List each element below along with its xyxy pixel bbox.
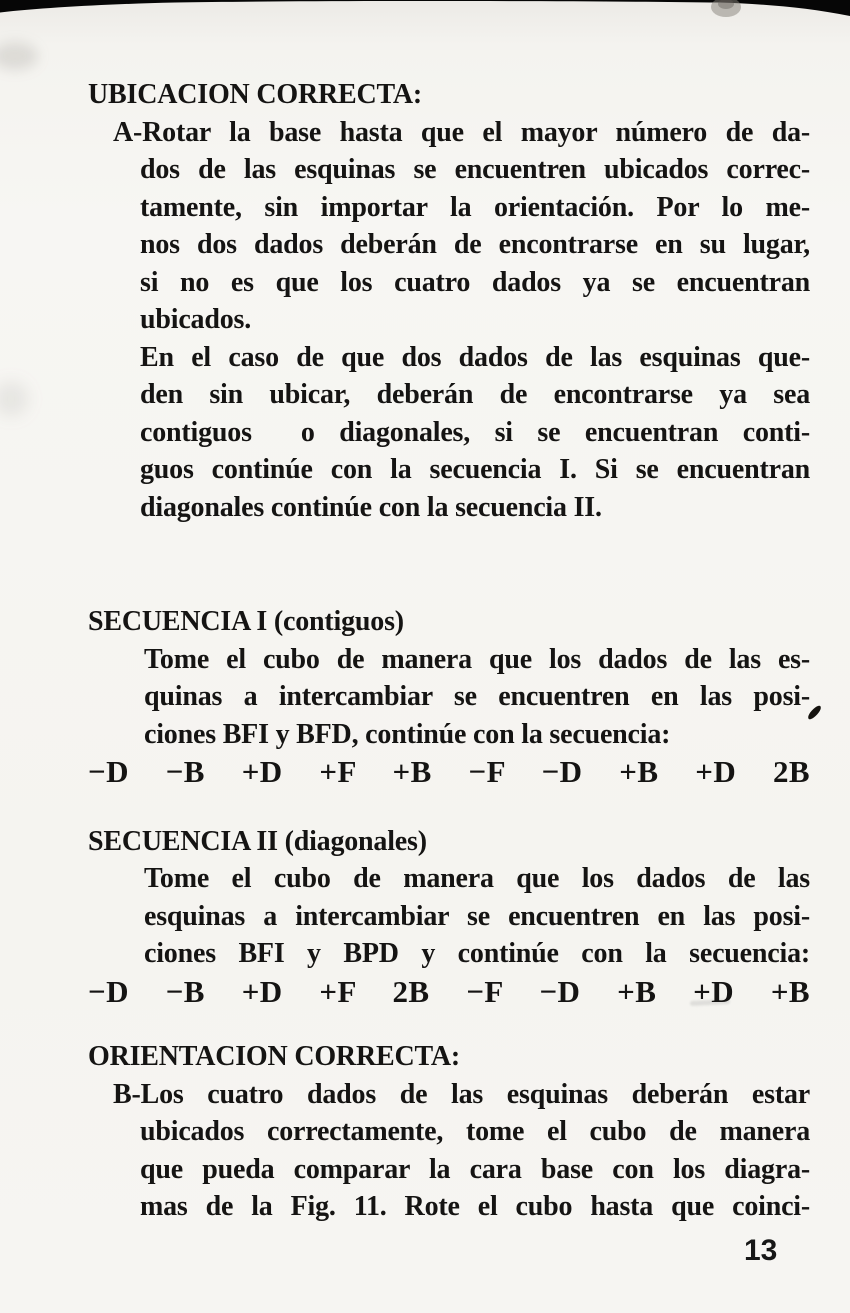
body-line: que pueda comparar la cara base con los diagra- — [140, 1153, 810, 1185]
body-line: tamente, sin importar la orientación. Por lo me- — [140, 191, 810, 223]
move-sequence-1: −D −B +D +F +B −F −D +B +D 2B — [88, 754, 810, 789]
body-line: ciones BFI y BPD y continúe con la secuencia: — [144, 938, 810, 969]
section-heading-ubicacion: UBICACION CORRECTA: — [88, 79, 423, 110]
section-heading-secuencia-1: SECUENCIA I (contiguos) — [88, 606, 404, 637]
body-line: ubicados correctamente, tome el cubo de manera — [140, 1116, 810, 1147]
body-line: En el caso de que dos dados de las esquinas que- — [140, 341, 810, 373]
move-sequence-2: −D −B +D +F 2B −F −D +B +D +B — [88, 973, 810, 1009]
body-line: ubicados. — [140, 304, 252, 335]
scan-edge-band — [0, 0, 850, 30]
text-column — [88, 76, 810, 1226]
paper-smudge — [0, 382, 28, 416]
body-line: diagonales continúe con la secuencia II. — [140, 491, 602, 523]
body-line: nos dos dados deberán de encontrarse en su lugar, — [140, 229, 810, 260]
section-heading-orientacion: ORIENTACION CORRECTA: — [88, 1041, 461, 1072]
body-line: esquinas a intercambiar se encuentren en las posi- — [144, 900, 810, 932]
body-line: ciones BFI y BFD, continúe con la secuencia: — [144, 718, 671, 750]
body-line: dos de las esquinas se encuentren ubicados correc- — [140, 154, 810, 185]
body-line: B-Los cuatro dados de las esquinas deberán estar — [113, 1078, 810, 1110]
paragraph-secuencia-1 — [88, 641, 810, 791]
paragraph-secuencia-2 — [88, 860, 810, 1010]
paragraph-b — [88, 1076, 810, 1226]
body-line: A-Rotar la base hasta que el mayor número de da- — [113, 116, 810, 148]
body-line: mas de la Fig. 11. Rote el cubo hasta que coinci- — [140, 1191, 810, 1222]
body-line: quinas a intercambiar se encuentren en las posi- — [144, 681, 810, 712]
body-line: Tome el cubo de manera que los dados de las — [144, 863, 810, 894]
page-number: 13 — [744, 1234, 778, 1267]
paper-smudge — [0, 42, 38, 70]
body-line: contiguos o diagonales, si se encuentran conti- — [140, 416, 810, 448]
body-line: guos continúe con la secuencia I. Si se encuentran — [140, 454, 810, 485]
section-heading-secuencia-2: SECUENCIA II (diagonales) — [88, 825, 427, 857]
body-line: si no es que los cuatro dados ya se encuentran — [140, 266, 810, 298]
paragraph-a — [88, 114, 810, 339]
body-line: Tome el cubo de manera que los dados de las es- — [144, 643, 810, 675]
paragraph-a-continued — [88, 339, 810, 527]
body-line: den sin ubicar, deberán de encontrarse ya sea — [140, 379, 810, 410]
